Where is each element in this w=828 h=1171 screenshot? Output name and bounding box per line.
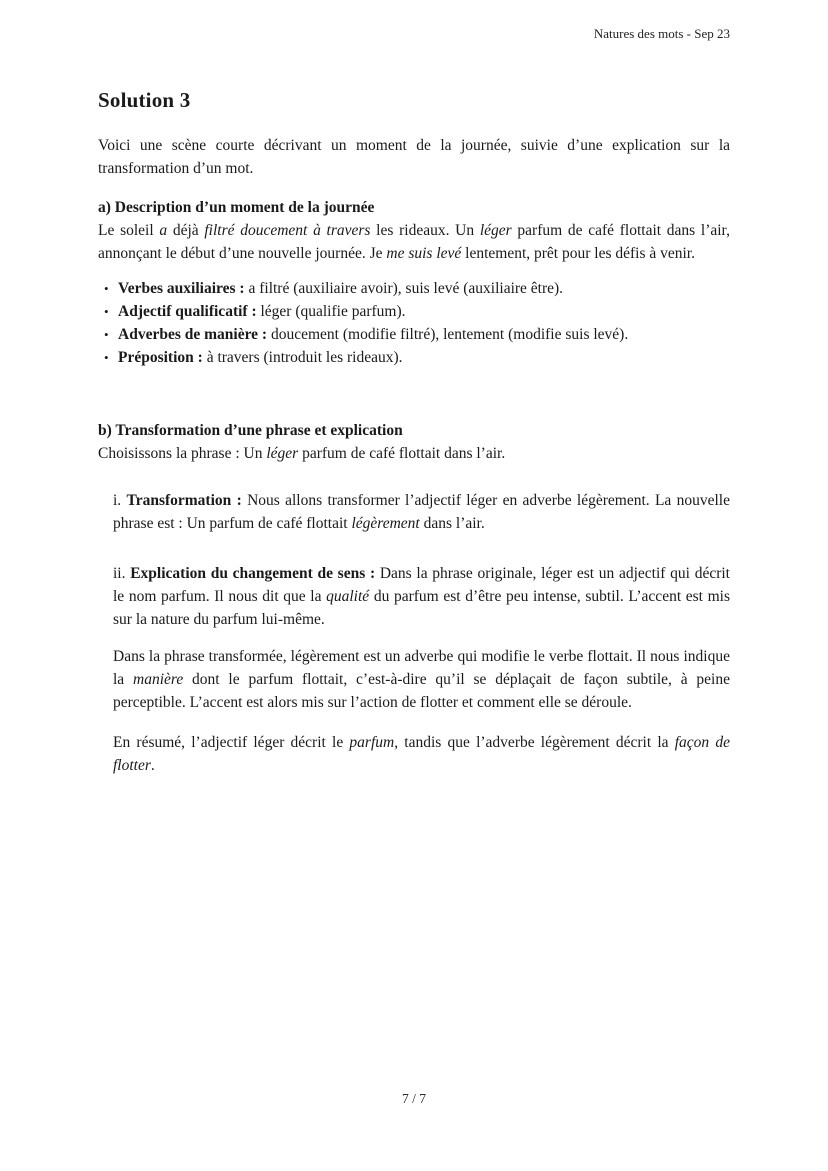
list-item-verbes-auxiliaires <box>104 277 730 300</box>
list-item-text: Adverbes de manière : doucement (modifie filtré), lentement (modifie suis levé). <box>118 326 629 343</box>
bullet-icon: • <box>104 327 109 342</box>
section-b-heading: b) Transformation d’une phrase et explication <box>98 422 403 439</box>
section-a-paragraph: Le soleil a déjà filtré doucement à travers les rideaux. Un léger parfum de café flottait dans l’air, annonçant le début d’une nouvelle journée. Je me suis levé lentement, prêt pour les défis à venir. <box>98 222 730 262</box>
bullet-icon: • <box>104 281 109 296</box>
section-a-heading: a) Description d’un moment de la journée <box>98 199 375 216</box>
section-b-intro: Choisissons la phrase : Un léger parfum de café flottait dans l’air. <box>98 445 506 462</box>
item-i-transformation: i. Transformation : Nous allons transformer l’adjectif léger en adverbe légèrement. La nouvelle phrase est : Un parfum de café flottait légèrement dans l’air. <box>113 492 730 532</box>
page-number: 7 / 7 <box>401 1091 426 1106</box>
bullet-icon: • <box>104 350 109 365</box>
document-content <box>98 88 730 777</box>
list-item-text: Adjectif qualificatif : léger (qualifie parfum). <box>118 303 406 320</box>
item-ii-explication: ii. Explication du changement de sens : Dans la phrase originale, léger est un adjectif qui décrit le nom parfum. Il nous dit que la qualité du parfum est d’être peu intense, subtil. L’accent est mis sur la nature du parfum lui-même. <box>113 565 731 628</box>
bullet-icon: • <box>104 304 109 319</box>
grammar-bullet-list <box>98 277 730 369</box>
list-item-adjectif-qualificatif <box>104 300 730 323</box>
list-item-text: Verbes auxiliaires : a filtré (auxiliaire avoir), suis levé (auxiliaire être). <box>118 280 564 297</box>
list-item-preposition <box>104 346 730 369</box>
solution-title: Solution 3 <box>98 88 191 112</box>
roman-item-block <box>113 489 730 777</box>
page-header: Natures des mots - Sep 23 <box>593 26 730 41</box>
paragraph-resume: En résumé, l’adjectif léger décrit le parfum, tandis que l’adverbe légèrement décrit la façon de flotter. <box>113 734 730 774</box>
list-item-text: Préposition : à travers (introduit les rideaux). <box>118 349 403 366</box>
list-item-adverbes-de-maniere <box>104 323 730 346</box>
paragraph-phrase-transformee: Dans la phrase transformée, légèrement est un adverbe qui modifie le verbe flottait. Il nous indique la manière dont le parfum flottait, c’est-à-dire qu’il se déplaçait de façon subtile, à peine perceptible. L’accent est alors mis sur l’action de flotter et comment elle se déroule. <box>113 648 730 711</box>
intro-paragraph: Voici une scène courte décrivant un moment de la journée, suivie d’une explication sur la transformation d’un mot. <box>98 137 730 177</box>
